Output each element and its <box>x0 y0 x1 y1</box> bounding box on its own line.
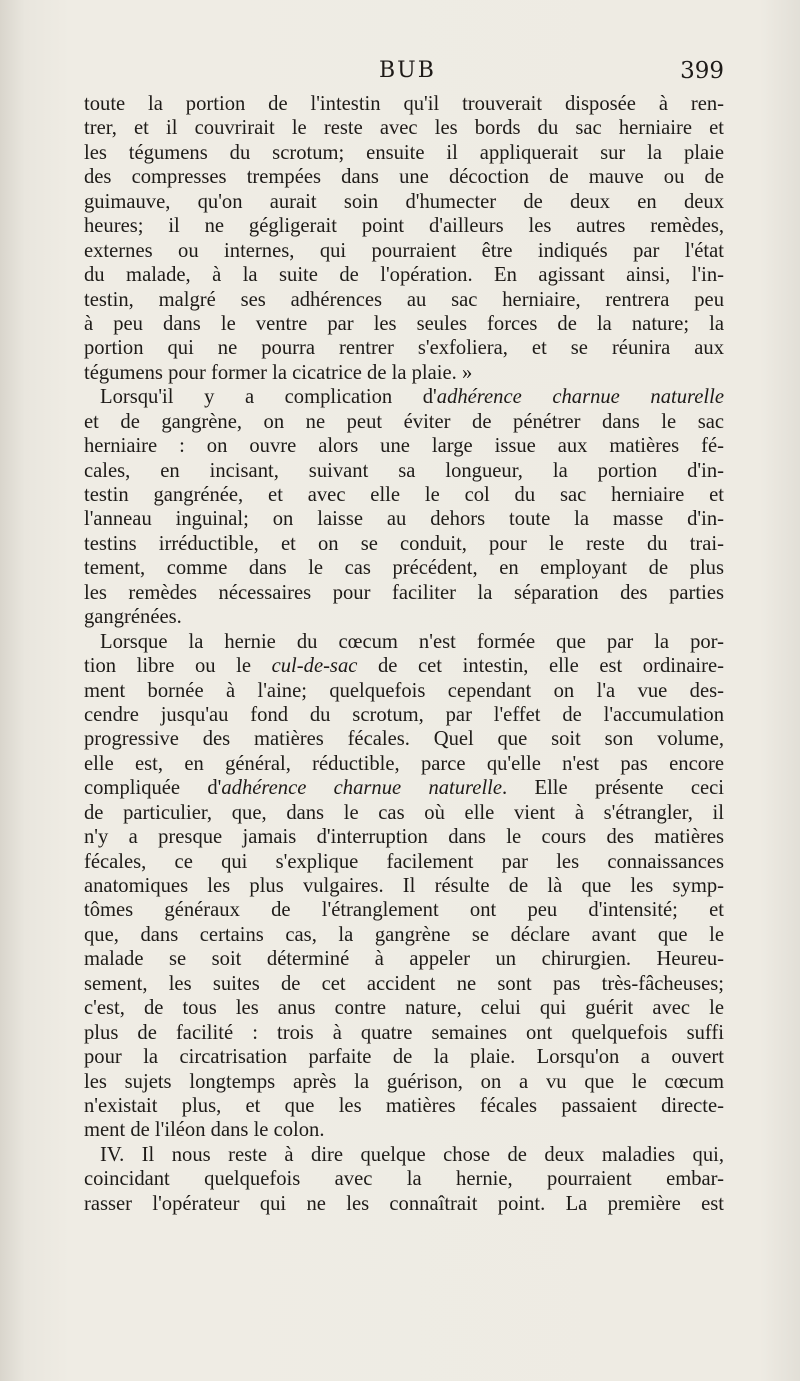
text-line: et de gangrène, on ne peut éviter de pénétrer dans le sac <box>84 410 724 433</box>
text-line: n'existait plus, et que les matières fécales passaient directe- <box>84 1094 724 1117</box>
text-line: pour la circatrisation parfaite de la plaie. Lorsqu'on a ouvert <box>84 1046 724 1069</box>
text-line: portion qui ne pourra rentrer s'exfoliera, et se réunira aux <box>84 337 724 360</box>
italic-term: adhérence charnue naturelle <box>436 386 724 409</box>
italic-term: adhérence charnue naturelle <box>221 777 503 800</box>
text-run: . Elle présente ceci <box>502 777 724 800</box>
text-line: testins irréductible, et on se conduit, pour le reste du trai- <box>84 532 724 555</box>
text-run: Lorsqu'il y a complication d' <box>100 386 437 409</box>
text-line: guimauve, qu'on aurait soin d'humecter de deux en deux <box>84 190 724 213</box>
text-line: les tégumens du scrotum; ensuite il appliquerait sur la plaie <box>84 141 724 164</box>
text-line: herniaire : on ouvre alors une large issue aux matières fé- <box>84 435 724 458</box>
text-line: plus de facilité : trois à quatre semaines ont quelquefois suffi <box>84 1021 724 1044</box>
text-line: rasser l'opérateur qui ne les connaîtrait point. La première est <box>84 1192 724 1215</box>
text-line <box>84 776 724 800</box>
text-line: gangrénées. <box>84 606 182 629</box>
running-head <box>84 58 724 92</box>
text-line: externes ou internes, qui pourraient être indiqués par l'état <box>84 239 724 262</box>
text-line: trer, et il couvrirait le reste avec les bords du sac herniaire et <box>84 117 724 140</box>
text-line: anatomiques les plus vulgaires. Il résulte de là que les symp- <box>84 875 724 897</box>
text-line: toute la portion de l'intestin qu'il trouverait disposée à ren- <box>84 93 724 115</box>
text-line: c'est, de tous les anus contre nature, celui qui guérit avec le <box>84 997 724 1020</box>
text-line: les sujets longtemps après la guérison, on a vu que le cœcum <box>84 1070 724 1093</box>
text-line: progressive des matières fécales. Quel que soit son volume, <box>84 728 724 751</box>
text-line: que, dans certains cas, la gangrène se déclare avant que le <box>84 923 724 946</box>
text-line: tégumens pour former la cicatrice de la plaie. » <box>84 361 473 384</box>
text-line: cales, en incisant, suivant sa longueur, la portion d'in- <box>84 459 724 482</box>
text-line: testin gangrénée, et avec elle le col du sac herniaire et <box>84 484 724 506</box>
text-run: tion libre ou le <box>84 655 272 678</box>
text-line: à peu dans le ventre par les seules forces de la nature; la <box>84 312 724 335</box>
text-line: les remèdes nécessaires pour faciliter la séparation des parties <box>84 581 724 604</box>
body-text <box>84 92 724 1216</box>
text-line: testin, malgré ses adhérences au sac herniaire, rentrera peu <box>84 288 724 311</box>
text-line <box>84 385 724 409</box>
text-line: tement, comme dans le cas précédent, en employant de plus <box>84 557 724 580</box>
page-number: 399 <box>680 58 724 84</box>
running-head-title: BUB <box>379 58 436 83</box>
text-line: fécales, ce qui s'explique facilement par les connaissances <box>84 850 724 873</box>
text-run: de cet intestin, elle est ordinaire- <box>357 655 724 678</box>
text-line: heures; il ne gégligerait point d'ailleurs les autres remèdes, <box>84 215 724 238</box>
text-line: l'anneau inguinal; on laisse au dehors toute la masse d'in- <box>84 508 724 531</box>
text-line: elle est, en général, réductible, parce qu'elle n'est pas encore <box>84 752 724 775</box>
text-line: tômes généraux de l'étranglement ont peu d'intensité; et <box>84 899 724 922</box>
text-line: ment bornée à l'aine; quelquefois cependant on l'a vue des- <box>84 679 724 702</box>
text-line: des compresses trempées dans une décoction de mauve ou de <box>84 166 724 189</box>
text-line: du malade, à la suite de l'opération. En agissant ainsi, l'in- <box>84 264 724 287</box>
text-line: coincidant quelquefois avec la hernie, pourraient embar- <box>84 1168 724 1191</box>
text-line: de particulier, que, dans le cas où elle vient à s'étrangler, il <box>84 801 724 824</box>
text-line: n'y a presque jamais d'interruption dans le cours des matières <box>84 826 724 849</box>
text-run: compliquée d' <box>84 777 222 800</box>
italic-term: cul-de-sac <box>271 655 358 678</box>
text-line: cendre jusqu'au fond du scrotum, par l'effet de l'accumulation <box>84 703 724 726</box>
text-line: malade se soit déterminé à appeler un chirurgien. Heureu- <box>84 948 724 971</box>
text-line: sement, les suites de cet accident ne sont pas très-fâcheuses; <box>84 972 724 995</box>
text-line <box>84 654 724 678</box>
text-line: IV. Il nous reste à dire quelque chose de deux maladies qui, <box>100 1143 724 1166</box>
text-line: ment de l'iléon dans le colon. <box>84 1119 325 1142</box>
text-line: Lorsque la hernie du cœcum n'est formée que par la por- <box>100 630 724 653</box>
